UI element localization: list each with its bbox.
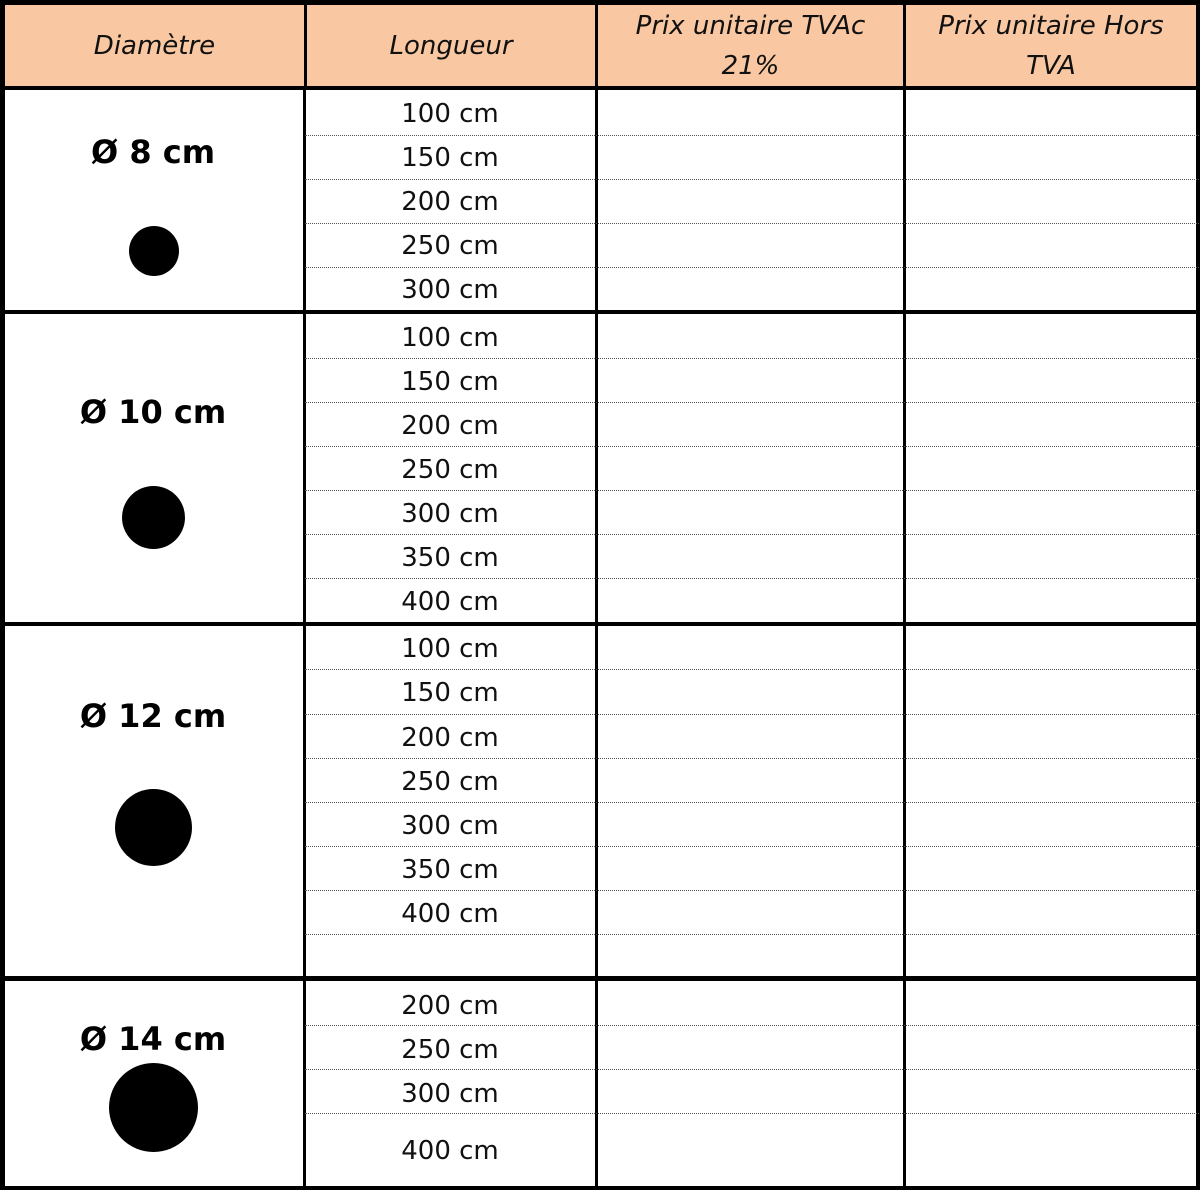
diameter-circle-icon bbox=[122, 486, 185, 549]
length-cell: 150 cm bbox=[401, 143, 499, 173]
diameter-label: Ø 12 cm bbox=[79, 697, 227, 735]
header-length: Longueur bbox=[389, 30, 513, 61]
length-cell: 250 cm bbox=[401, 767, 499, 797]
header-price-htva-line2: TVA bbox=[1026, 50, 1076, 81]
length-cell: 400 cm bbox=[401, 899, 499, 929]
row-divider bbox=[305, 578, 1199, 579]
table-border-bottom bbox=[0, 1186, 1200, 1190]
length-cell: 400 cm bbox=[401, 587, 499, 617]
row-divider bbox=[305, 1069, 1199, 1070]
header-price-htva bbox=[906, 5, 1196, 86]
row-divider bbox=[305, 802, 1199, 803]
row-divider bbox=[305, 223, 1199, 224]
diameter-label: Ø 8 cm bbox=[90, 133, 216, 171]
length-cell: 250 cm bbox=[401, 231, 499, 261]
length-cell: 200 cm bbox=[401, 723, 499, 753]
header-price-tvac-line1: Prix unitaire TVAc bbox=[635, 10, 866, 41]
row-divider bbox=[305, 135, 1199, 136]
length-cell: 200 cm bbox=[401, 187, 499, 217]
row-divider bbox=[305, 1113, 1199, 1114]
length-cell: 400 cm bbox=[401, 1136, 499, 1166]
length-cell bbox=[305, 935, 595, 979]
group-separator bbox=[0, 310, 1200, 314]
row-divider bbox=[305, 1025, 1199, 1026]
row-divider bbox=[305, 358, 1199, 359]
group-separator bbox=[0, 622, 1200, 626]
length-cell: 300 cm bbox=[401, 1079, 499, 1109]
header-diameter: Diamètre bbox=[93, 30, 216, 61]
group-separator bbox=[0, 976, 1200, 981]
length-cell: 350 cm bbox=[401, 855, 499, 885]
row-divider bbox=[305, 758, 1199, 759]
length-cell: 150 cm bbox=[401, 367, 499, 397]
header-price-tvac bbox=[598, 5, 903, 86]
row-divider bbox=[305, 846, 1199, 847]
length-cell: 300 cm bbox=[401, 499, 499, 529]
row-divider bbox=[305, 267, 1199, 268]
row-divider bbox=[305, 714, 1199, 715]
table-header bbox=[0, 0, 1200, 90]
length-cell: 250 cm bbox=[401, 455, 499, 485]
row-divider bbox=[305, 490, 1199, 491]
diameter-circle-icon bbox=[115, 789, 192, 866]
header-price-tvac-line2: 21% bbox=[721, 50, 780, 81]
row-divider bbox=[305, 934, 1199, 935]
row-divider bbox=[305, 669, 1199, 670]
length-cell: 200 cm bbox=[401, 411, 499, 441]
diameter-circle-icon bbox=[109, 1063, 198, 1152]
length-cell: 200 cm bbox=[401, 991, 499, 1021]
length-cell: 100 cm bbox=[401, 323, 499, 353]
length-cell: 300 cm bbox=[401, 275, 499, 305]
length-cell: 100 cm bbox=[401, 634, 499, 664]
diameter-label: Ø 14 cm bbox=[79, 1020, 227, 1058]
row-divider bbox=[305, 534, 1199, 535]
header-price-htva-line1: Prix unitaire Hors bbox=[938, 10, 1164, 41]
diameter-circle-icon bbox=[129, 226, 179, 276]
length-cell: 300 cm bbox=[401, 811, 499, 841]
length-cell: 250 cm bbox=[401, 1035, 499, 1065]
row-divider bbox=[305, 446, 1199, 447]
length-cell: 150 cm bbox=[401, 678, 499, 708]
length-cell: 350 cm bbox=[401, 543, 499, 573]
diameter-label: Ø 10 cm bbox=[79, 393, 227, 431]
length-cell: 100 cm bbox=[401, 99, 499, 129]
row-divider bbox=[305, 402, 1199, 403]
row-divider bbox=[305, 179, 1199, 180]
row-divider bbox=[305, 890, 1199, 891]
